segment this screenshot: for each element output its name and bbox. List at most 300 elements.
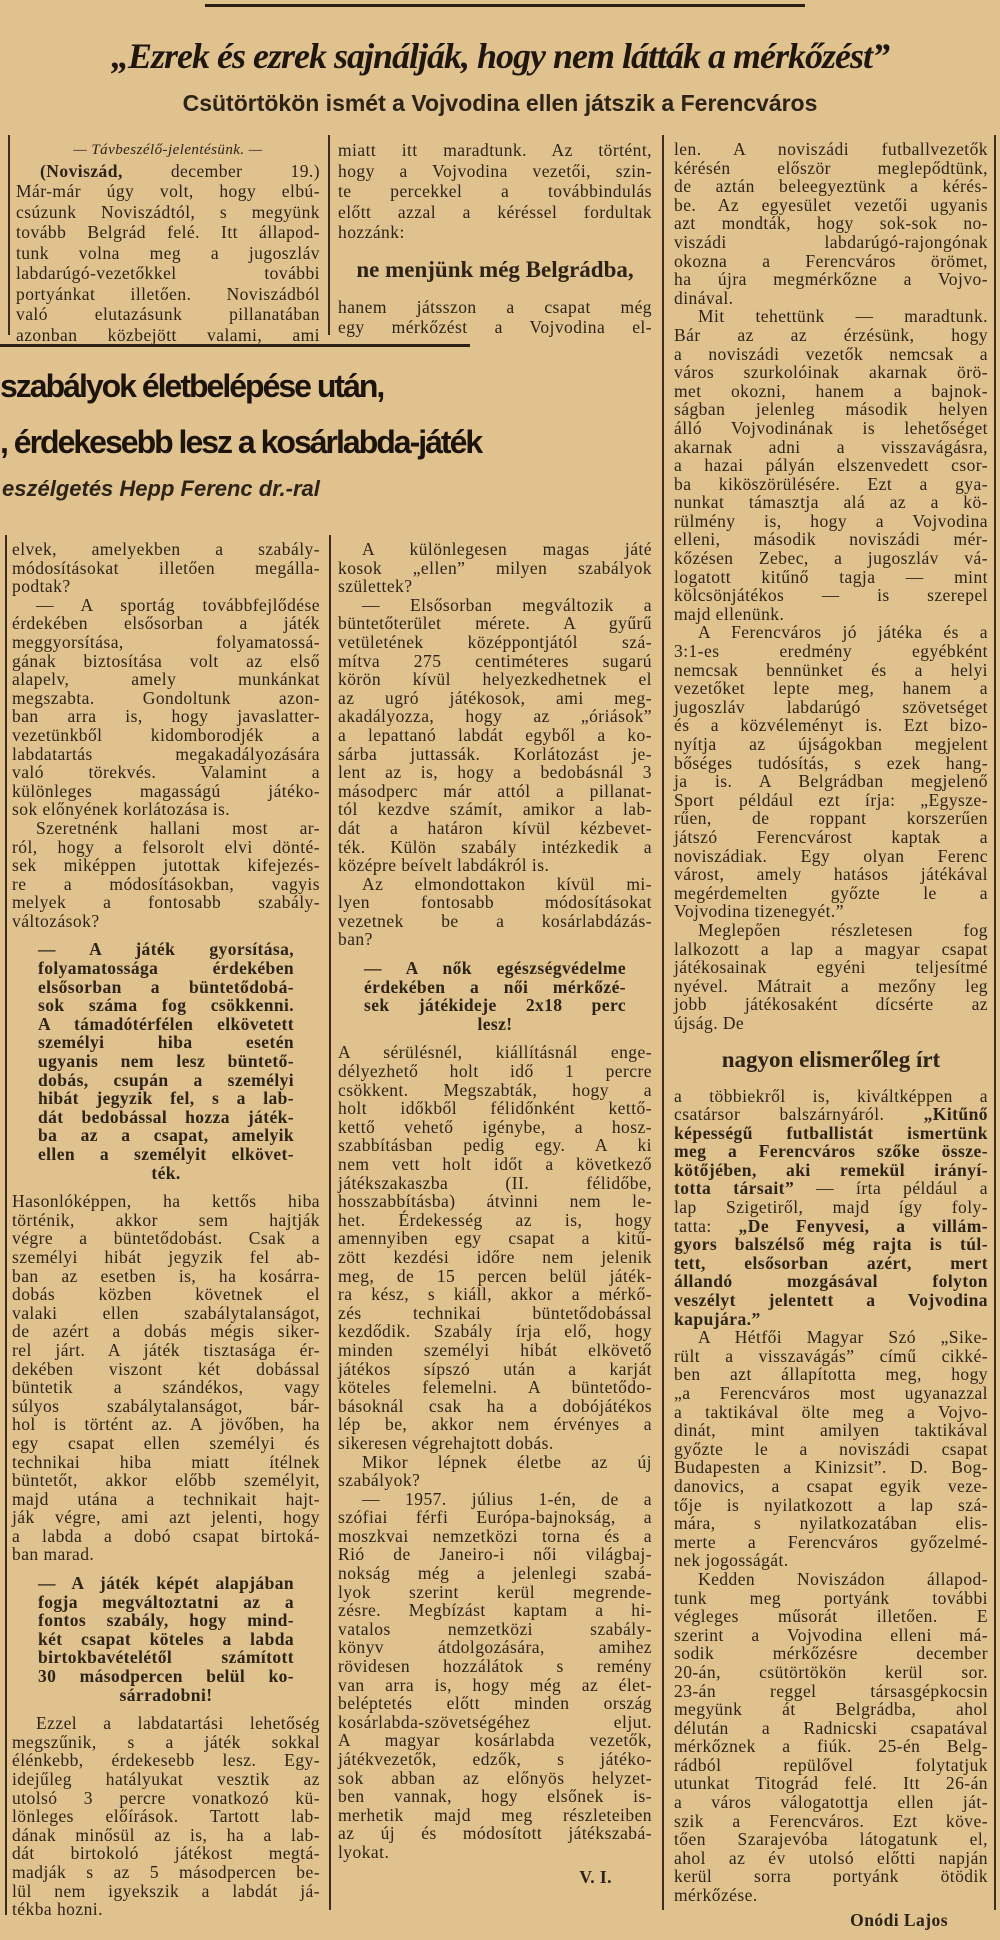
paragraph — [674, 1087, 988, 1329]
text-line: módosításokat illetően megálla- — [12, 557, 320, 578]
basketball-headline-line-1: szabályok életbelépése után, — [0, 368, 384, 404]
text-line: elsősorban a büntetődobá- — [38, 976, 294, 997]
text-line: szabályok? — [338, 1470, 421, 1491]
text-line: merte a Ferencváros győzelmé- — [674, 1531, 988, 1552]
text-line: tól kezdve számít, amikor a lab- — [338, 799, 652, 820]
text-line: rádból repülővel folytatjuk — [674, 1754, 988, 1775]
text-line: sikeresen végrehajtott dobás. — [338, 1432, 554, 1453]
text-line: A támadótérfélen elkövetett — [38, 1013, 294, 1034]
text-line: csúzunk Noviszádtól, s megyünk — [16, 201, 320, 222]
text-line: körön kívül helyezkedhetnek el — [338, 669, 652, 690]
text-line: való elutazásunk pillanatában — [16, 304, 320, 324]
text-line: játszó Ferencvárost kaptak a — [674, 826, 988, 847]
text-line: a labda a dobó csapat birtoká- — [12, 1525, 320, 1546]
text-line: podtak? — [12, 576, 71, 597]
paragraph — [674, 1570, 988, 1905]
text-line: merhetik majd meg részleteiben — [338, 1804, 652, 1825]
text-line: a hazai pályán elszenvedett csor- — [674, 455, 988, 476]
text-line: játékosainak egyéni teljesítmé — [674, 957, 988, 978]
bold-highlight — [364, 959, 626, 1033]
text-line — [674, 1105, 988, 1124]
text-line: Kedden Noviszádon állapod- — [698, 1568, 988, 1589]
text-line: ba az a csapat, amelyik — [38, 1125, 294, 1146]
text-line: nokság még a jelenlegi szabá- — [338, 1563, 652, 1584]
text-line: minden személyi hibát elkövető — [338, 1339, 652, 1360]
main-headline: „Ezrek és ezrek sajnálják, hogy nem látták a mérkőzést” — [110, 36, 889, 76]
paragraph — [674, 623, 988, 921]
text-line: te percekkel a továbbindulás — [338, 181, 652, 201]
text-line: sok száma fog csökkenni. — [38, 995, 294, 1016]
text-line: technikai hiba miatt ítélnek — [12, 1451, 320, 1472]
text-line: moszkvai nemzetközi torna és a — [338, 1525, 652, 1546]
text-line: ságban jelenleg második helyen — [674, 399, 988, 420]
text-line: egy mérkőzést a Vojvodina el- — [338, 317, 652, 337]
text-line: Már-már úgy volt, hogy elbú- — [16, 181, 320, 201]
bold-text-segment: veszélyt jelentett a Vojvodina — [674, 1290, 988, 1311]
top-article-column-1 — [16, 140, 320, 345]
text-line: sek miképpen jutottak kifejezés- — [12, 855, 320, 876]
text-line: majd utána a technikait hajt- — [12, 1488, 320, 1509]
text-line: tunk volna meg a jugoszláv — [16, 242, 320, 263]
text-line: lép be, akkor nem érvényes a — [338, 1414, 652, 1435]
text-line: 30 másodpercen belül ko- — [38, 1666, 294, 1687]
text-segment: december 19.) — [122, 160, 320, 181]
text-line: sárba juttassák. Korlátozást je- — [338, 743, 652, 764]
text-line: dát bedobással hozza játék- — [38, 1106, 294, 1127]
top-rule — [205, 4, 805, 7]
paragraph — [338, 140, 652, 243]
text-line: vezetünkből kidomborodjék a — [12, 724, 320, 745]
text-line: birtokbavételétől számított — [38, 1647, 294, 1668]
text-line: zés technikai büntetődobással — [338, 1302, 652, 1323]
paragraph — [674, 307, 988, 623]
text-line: végre a büntetődobást. Csak a — [12, 1228, 320, 1249]
text-line: lül nem igyekszik a labdát já- — [12, 1880, 320, 1901]
text-line: folyamatossága érdekében — [38, 958, 294, 979]
text-line: szerint a Vojvodina elleni má- — [674, 1624, 988, 1645]
column-rule — [8, 135, 10, 335]
paragraph — [338, 1490, 652, 1862]
top-article-column-3 — [674, 140, 988, 1929]
text-line: meggyorsítása, folyamatossá- — [12, 631, 320, 652]
text-line: amennyiben egy csapat a kitű- — [338, 1228, 652, 1249]
text-line: kosárlabda-szövetségéhez eljut. — [338, 1711, 652, 1732]
text-line: ban az esetben is, ha kosárra- — [12, 1265, 320, 1286]
paragraph — [674, 921, 988, 1033]
text-line: nemcsak bennünket és a helyi — [674, 659, 988, 680]
text-line: lönleges előírások. Tartott lab- — [12, 1806, 320, 1827]
text-line: két csapat köteles a labda — [38, 1628, 294, 1649]
bold-text-segment: (Noviszád, — [40, 160, 123, 181]
text-line: akadályozza, hogy az „óriások” — [338, 706, 652, 727]
text-line: A Hétfői Magyar Szó „Sike- — [698, 1327, 988, 1348]
text-line: re a módosításokban, vagyis — [12, 873, 320, 894]
text-line: — A játék gyorsítása, — [38, 939, 294, 960]
text-line: Az elmondottakon kívül mi- — [362, 873, 652, 894]
text-line: Bár az az érzésünk, hogy — [674, 324, 988, 345]
text-line: nem vett holt időt a következő — [338, 1154, 652, 1174]
text-line: másodperc már attól a pillanat- — [338, 780, 652, 801]
text-line: rült a visszavágás” című cikké- — [674, 1345, 988, 1366]
bold-text-segment: „De Fenyvesi, a villám- — [738, 1215, 988, 1236]
text-line: győzte le a noviszádi csapat — [674, 1438, 988, 1459]
text-line: élénkebb, érdekesebb lesz. Egy- — [12, 1750, 320, 1771]
text-line: sodik mérkőzésre december — [674, 1643, 988, 1664]
bold-text-segment: kapujára.” — [674, 1308, 761, 1329]
text-line: rülmény is, hogy a Vojvodina — [674, 510, 988, 531]
text-line: különleges magasságú játéko- — [12, 780, 320, 801]
text-line: játékos sípszó után a karját — [338, 1358, 652, 1379]
paragraph — [338, 297, 652, 338]
text-line: ugyanis nem lesz büntető- — [38, 1051, 294, 1072]
text-line: sok előnyének korlátozása is. — [12, 799, 231, 820]
text-line: Vojvodina tizenegyét.” — [674, 901, 844, 922]
text-line: érdekében a női mérkőzé- — [364, 976, 626, 997]
text-line: büntetőterület mérete. A gyűrű — [338, 613, 652, 634]
column-rule — [5, 535, 7, 1915]
text-line: köteles felemelni. A büntetődo- — [338, 1377, 652, 1398]
text-line — [674, 1254, 988, 1273]
text-line: 3:1-es eredmény egyébként — [674, 641, 988, 662]
text-line: A magyar kosárlabda vezetők, — [338, 1730, 652, 1751]
subheading — [338, 257, 652, 283]
text-line: játékszakaszba (II. félidőbe, — [338, 1172, 652, 1193]
text-line: sok abban az előnyös helyzet- — [338, 1767, 652, 1788]
paragraph — [338, 1453, 652, 1490]
text-line: személyi hiba esetén — [38, 1032, 294, 1053]
text-line: A Ferencváros jó játéka és a — [698, 622, 988, 643]
text-line: nyítja az újságokban megjelent — [674, 734, 988, 754]
text-line: kőzésen Zebec, a jugoszláv vá- — [674, 548, 988, 569]
text-line: végleges műsorát illetően. E — [674, 1606, 988, 1627]
text-segment: — írta például a — [794, 1178, 988, 1199]
text-line: — 1957. július 1-én, de a — [362, 1488, 652, 1509]
text-line: ról, hogy a felsorolt elvi dönté- — [12, 836, 320, 857]
text-line: Ezzel a labdatartási lehetőség — [36, 1713, 320, 1734]
text-line: az ugró játékosok, ami meg- — [338, 687, 652, 708]
text-line: — A nők egészségvédelme — [364, 958, 626, 979]
paragraph — [338, 875, 652, 949]
text-line: dekében viszont két dobással — [12, 1358, 320, 1379]
text-line: melyek a fontosabb szabály- — [12, 892, 320, 913]
text-line: délután a Radnicski csapatával — [674, 1717, 988, 1738]
text-line: a város válogatottja ellen ját- — [674, 1792, 988, 1813]
text-line: ban marad. — [12, 1544, 95, 1565]
text-line: majd ellenünk. — [674, 603, 785, 624]
text-line: bőséges tudósítás, s ezek hang- — [674, 752, 988, 773]
text-line: utunkat Titográd felé. Itt 26-án — [674, 1773, 988, 1794]
bold-text-segment: kötőjében, aki remekül irányí- — [674, 1159, 988, 1180]
text-line: nagyon elismerőleg írt — [721, 1046, 941, 1072]
text-line: logatott kitűnő tagja — mint — [674, 566, 988, 587]
text-line: meg, de 15 percen belül játék- — [338, 1265, 652, 1286]
subheading — [674, 1047, 988, 1073]
text-line: az új és módosított játékszabá- — [338, 1823, 652, 1844]
paragraph — [12, 1192, 320, 1564]
text-line: sek játékideje 2x18 perc — [364, 995, 626, 1016]
column-rule — [662, 135, 664, 1910]
text-line: történik, akkor sem hajtják — [12, 1209, 320, 1230]
text-line: érdekében elsősorban a játék — [12, 613, 320, 634]
text-line: középre beívelt labdákról is. — [338, 855, 550, 876]
text-line: be. Az egyesület vezetői ugyanis — [674, 194, 988, 215]
paragraph — [12, 819, 320, 931]
text-line: mára, s nyilatkozatában elis- — [674, 1513, 988, 1534]
text-line: könyv átdolgozására, amihez — [338, 1637, 652, 1658]
text-line: szik a Ferencváros. Ezt köve- — [674, 1810, 988, 1831]
text-line: megérdemelten győzte le a — [674, 882, 988, 903]
bold-text-segment: képességű futballistát ismertünk — [674, 1122, 988, 1143]
text-line: azonban közbejött valami, ami — [16, 324, 320, 345]
text-line: tékba hozni. — [12, 1899, 103, 1920]
text-line: „a Ferencváros most ugyanazzal — [674, 1383, 988, 1403]
text-line: újság. De — [674, 1012, 745, 1033]
text-line: van arra is, hogy még az élet- — [338, 1674, 652, 1695]
text-line: egy csapat ellen személyi és — [12, 1432, 320, 1453]
paragraph — [674, 140, 988, 307]
paragraph — [338, 596, 652, 875]
text-line: rel járt. A játék tisztasága ér- — [12, 1339, 320, 1360]
text-line: ra kész, s kiáll, akkor a mérkő- — [338, 1284, 652, 1305]
text-line: ja is. A Belgrádban megjelenő — [674, 771, 988, 792]
text-line: Budapesten a Kinizsit”. D. Bog- — [674, 1457, 988, 1478]
bold-text-segment: gyors balszélső még rajta is túl- — [674, 1234, 988, 1255]
text-line: hanem játsszon a csapat még — [338, 296, 652, 317]
text-line: a noviszádi vezetők nemcsak a — [674, 343, 988, 364]
text-line: lent az is, hogy a bedobásnál 3 — [338, 762, 652, 783]
text-line: lyen fontosabb módosításokat — [338, 892, 652, 913]
text-line: Mit tehettünk — maradtunk. — [698, 306, 988, 327]
text-line: megszabta. Gondoltunk azon- — [12, 687, 320, 708]
bold-text-segment: állandó mozgásával folyton — [674, 1271, 988, 1292]
text-line: hosszabbításba) átvinni nem le- — [338, 1191, 652, 1212]
basketball-column-2 — [338, 540, 652, 1886]
text-line: de aztán beleegyeztünk a kérés- — [674, 176, 988, 197]
text-line: csökkent. Megszabták, hogy a — [338, 1079, 652, 1100]
text-line: utolsó 3 percre vonatkozó kü- — [12, 1787, 320, 1808]
text-line — [674, 1272, 988, 1291]
text-line: való törekvés. Valamint a — [12, 762, 320, 783]
text-line: Sport például ezt írja: „Egysze- — [674, 789, 988, 810]
text-line: A különlegesen magas játé — [362, 539, 652, 559]
paragraph — [12, 1714, 320, 1919]
text-line: hibát jegyzik fel, s a lab- — [38, 1088, 294, 1109]
column-rule — [328, 135, 330, 335]
text-line: valaki ellen szabálytalanságot, — [12, 1302, 320, 1323]
text-line: Szeretnénk hallani most ar- — [36, 817, 320, 838]
text-line: portyánkat illetően. Noviszádból — [16, 283, 320, 304]
bold-highlight — [38, 1574, 294, 1704]
text-line: kezdődik. Szabály írja elő, hogy — [338, 1321, 652, 1342]
text-line: noviszádiak. Egy olyan Ferenc — [674, 845, 988, 866]
paragraph — [12, 596, 320, 819]
text-line: kölcsönjátékos — is szerepel — [674, 585, 988, 606]
text-line: azt mondták, hogy sok-sok no- — [674, 213, 988, 234]
text-line — [16, 161, 320, 182]
text-line: a taktikával ölte meg a Vojvo- — [674, 1401, 988, 1422]
text-line: a lepattanó labdát egyből a ko- — [338, 724, 652, 745]
text-line: ba kiköszörülésére. Ezt a gya- — [674, 473, 988, 494]
text-line: kerül sorra portyánk ötödik — [674, 1866, 988, 1887]
text-line: hozzánk: — [338, 222, 405, 242]
text-line: elleni, második noviszádi mér- — [674, 529, 988, 550]
author-signature — [338, 1868, 652, 1887]
text-line — [674, 1179, 988, 1198]
text-line: idejűleg hatályukat vesztik az — [12, 1769, 320, 1789]
text-line: ben azt állapította meg, hogy — [674, 1364, 988, 1385]
paragraph — [16, 161, 320, 346]
text-line: hogy a Vojvodina vezetői, szin- — [338, 160, 652, 181]
basketball-headline-line-2: , érdekesebb lesz a kosárlabda-játék — [0, 424, 482, 460]
bold-text-segment: „Kitűnő — [923, 1104, 988, 1125]
text-line: nunkat támasztja alá az a kö- — [674, 492, 988, 513]
text-line: tovább Belgrád felé. Itt állapod- — [16, 222, 320, 242]
text-line: ják végre, ami azt jelenti, hogy — [12, 1507, 320, 1528]
text-line: vetületének középpontjától szá- — [338, 631, 652, 652]
column-rule — [994, 135, 996, 1910]
text-line: len. A noviszádi futballvezetők — [674, 139, 988, 159]
text-segment: csatársor balszárnyáról. — [674, 1104, 924, 1125]
text-line: ték. — [151, 1162, 181, 1183]
text-line: dának minősül az is, ha a lab- — [12, 1824, 320, 1845]
text-line: 20-án, csütörtökön kerül sor. — [674, 1661, 988, 1682]
text-line: ban? — [338, 929, 373, 950]
text-line: hol is történt az. A jövőben, ha — [12, 1414, 320, 1435]
text-line: akarnak adni a visszavágásra, — [674, 436, 988, 457]
text-segment: tatta: — [674, 1215, 739, 1236]
text-line: ban arra is, hogy javaslatter- — [12, 706, 320, 727]
text-line: dinát, mint amilyen taktikával — [674, 1420, 988, 1441]
text-line: elvek, amelyekben a szabály- — [12, 539, 320, 559]
text-line: ahol az év utolsó előtti napján — [674, 1847, 988, 1868]
text-line: nek jogosságát. — [674, 1550, 789, 1571]
text-line: tunk meg portyánk további — [674, 1587, 988, 1608]
text-line: mérkőznek a fiúk. 25-én Belg- — [674, 1736, 988, 1757]
text-line: vatalos nemzetközi szabály- — [338, 1618, 652, 1639]
text-line: fontos szabály, hogy mind- — [38, 1610, 294, 1631]
text-line: okozna a Ferencváros örömet, — [674, 250, 988, 271]
text-line: lap Szigetiről, majd így foly- — [674, 1197, 988, 1218]
column-rule — [329, 535, 331, 1910]
text-line: miatt itt maradtunk. Az történt, — [338, 140, 652, 160]
text-line: mérkőzése. — [674, 1885, 758, 1906]
text-line: megyünk át Belgrádba, ahol — [674, 1699, 988, 1720]
text-line: város szurkolóinak akarnak örö- — [674, 362, 988, 383]
text-line: álló Vojvodinának is lehetőséget — [674, 417, 988, 438]
text-line: labdarúgó-vezetőkkel további — [16, 263, 320, 283]
text-line: vezetőket lepte meg, hanem a — [674, 678, 988, 699]
text-line: tője is nyilatkozott a lap szá- — [674, 1494, 988, 1515]
text-line: személyi hibát jegyzik fel ab- — [12, 1246, 320, 1267]
paragraph — [674, 1328, 988, 1570]
text-line: Onódi Lajos — [850, 1909, 948, 1930]
text-line: szófiai férfi Európa-bajnokság, a — [338, 1507, 652, 1528]
author-signature — [674, 1911, 988, 1930]
text-line: Rió de Janeiro-i női világbaj- — [338, 1544, 652, 1565]
text-line: rűen, de roppant korszerűen — [674, 808, 988, 829]
text-line: jobb játékosaként dícsérte az — [674, 994, 988, 1015]
text-line: beléptetés előtt minden ország — [338, 1693, 652, 1714]
text-line: básoknál csak ha a dobójátékos — [338, 1395, 652, 1416]
text-line: vezetnek be a kosárlabdázás- — [338, 910, 652, 931]
text-line: — A sportág továbbfejlődése — [36, 594, 320, 615]
text-line: lyok szerint kerül megrende- — [338, 1581, 652, 1602]
text-line: dobás közben követnek el — [12, 1284, 320, 1305]
text-line: kérésén először meglepődtünk, — [674, 157, 988, 178]
text-line: labdatartás megakadályozására — [12, 743, 320, 764]
paragraph — [12, 540, 320, 596]
text-line: büntetik a szándékos, vagy — [12, 1377, 320, 1398]
text-line: danovics, a csapat egyik veze- — [674, 1475, 988, 1496]
text-line: kettő vehető igénybe, a hosz- — [338, 1116, 652, 1137]
text-line: szabbításban pedig egy. A ki — [338, 1135, 652, 1156]
text-line: mítva 275 centiméteres sugarú — [338, 650, 652, 671]
text-line: Hasonlóképpen, ha kettős hiba — [12, 1191, 320, 1212]
text-line: tően Szarajevóba látogatunk el, — [674, 1829, 988, 1850]
text-line: rövidesen hozzálátok s remény — [338, 1656, 652, 1677]
bold-text-segment: tett, elsősorban azért, mert — [674, 1252, 988, 1273]
text-line: V. I. — [579, 1866, 612, 1887]
text-line: lalkozott a lap a magyar csapat — [674, 938, 988, 959]
text-line — [674, 1310, 988, 1329]
text-line: dobás, csupán a személyi — [38, 1069, 294, 1090]
text-line: ték. Külön szabály intézkedik a — [338, 836, 652, 857]
text-line: — A játék képét alapjában — [38, 1573, 294, 1594]
text-line — [674, 1142, 988, 1161]
text-line: várost, amely hatásos játékával — [674, 864, 988, 885]
text-line: Mikor lépnek életbe az új — [362, 1451, 652, 1472]
text-line — [674, 1291, 988, 1310]
text-line: születtek? — [338, 576, 413, 597]
text-line — [674, 1161, 988, 1180]
text-line: jugoszláv labdarúgó szövetséget — [674, 696, 988, 717]
text-line: lyokat. — [338, 1841, 390, 1862]
text-line: változások? — [12, 910, 100, 931]
sub-headline: Csütörtökön ismét a Vojvodina ellen játszik a Ferencváros — [182, 90, 818, 116]
text-line: dát birtokoló játékost megtá- — [12, 1843, 320, 1864]
text-line — [674, 1235, 988, 1254]
text-line: alapelv, amely munkánkat — [12, 669, 320, 690]
text-line: sárradobni! — [119, 1684, 213, 1705]
paragraph — [338, 540, 652, 596]
text-line: játékvezetők, edzők, s játéko- — [338, 1749, 652, 1769]
text-line: nyével. Mátrait a mezőny leg — [674, 975, 988, 996]
text-line: viszádi labdarúgó-rajongónak — [674, 231, 988, 252]
text-line: gának biztosítása volt az első — [12, 650, 320, 671]
bold-highlight — [38, 940, 294, 1182]
text-line: ha újra megmérkőzne a Vojvo- — [674, 269, 988, 290]
text-line: A sérülésnél, kiállításnál enge- — [338, 1042, 652, 1063]
text-line: megszűnik, s a játék sokkal — [12, 1731, 320, 1752]
text-line: délyezhető holt idő 1 percre — [338, 1061, 652, 1082]
text-line: büntetőt, akkor előbb személyit, — [12, 1470, 320, 1491]
text-line: lesz! — [477, 1013, 513, 1034]
text-line: a többiekről is, kiváltképpen a — [674, 1085, 988, 1106]
text-line: ne menjünk még Belgrádba, — [356, 256, 634, 282]
text-line: fogja megváltoztatni az a — [38, 1591, 294, 1612]
text-line — [674, 1124, 988, 1143]
text-line: dát a határon kívül kézbevet- — [338, 817, 652, 838]
text-line: és a közvéleményt is. Ezt bizo- — [674, 715, 988, 736]
text-line: előtt azzal a kéréssel fordultak — [338, 201, 652, 222]
bold-text-segment: meg a Ferencváros szőke össze- — [674, 1141, 988, 1162]
basketball-byline: eszélgetés Hepp Ferenc dr.-ral — [2, 476, 320, 501]
text-line: dinával. — [674, 287, 734, 308]
text-line: madják s az 5 másodpercen be- — [12, 1861, 320, 1882]
text-line: met okozni, hanem a bajnok- — [674, 380, 988, 401]
basketball-column-1 — [12, 540, 320, 1919]
bold-text-segment: totta társait” — [674, 1178, 795, 1199]
